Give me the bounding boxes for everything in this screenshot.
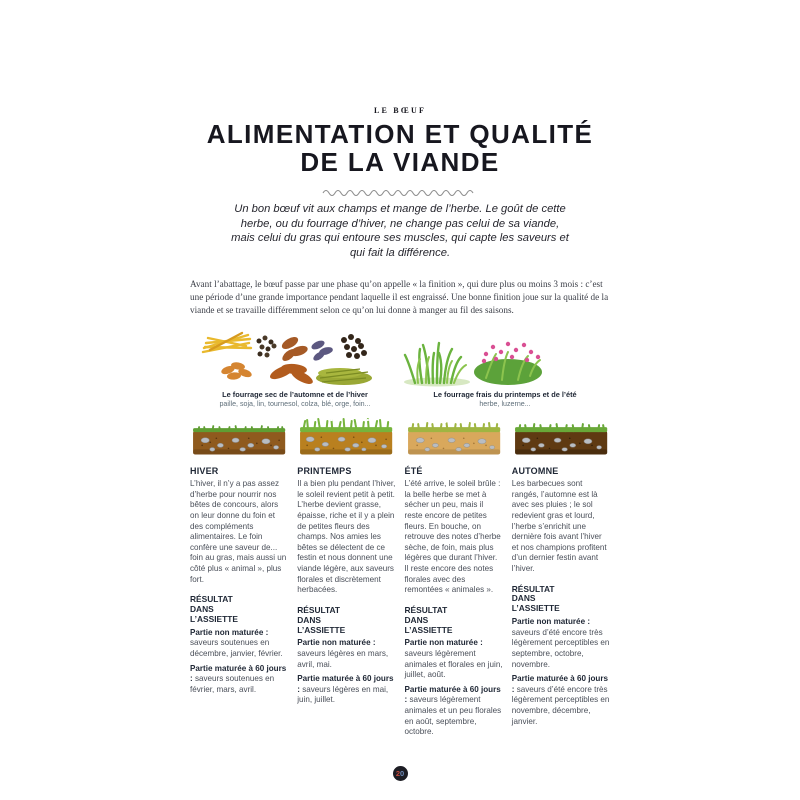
result-entry [405,638,503,680]
wavy-divider-icon [322,188,478,196]
colza-seeds-illustration [257,335,277,357]
result-heading-ete: RÉSULTAT DANS L’ASSIETTE [404,604,453,635]
result-heading-automne: RÉSULTAT DANS L’ASSIETTE [511,583,560,614]
season-column-automne [512,418,610,742]
result-text: saveurs légères en mai, juin, juillet. [297,684,389,705]
page-number-digit: 0 [400,768,405,778]
soil-illustration-automne [512,418,610,459]
result-text: saveurs légères en mars, avril, mai. [297,649,389,669]
dry-forage-illustration [203,333,372,387]
result-label: Partie non maturée : [404,638,483,648]
page-title-line1: ALIMENTATION ET QUALITÉ [206,119,594,149]
soil-illustration-printemps [297,418,395,459]
result-heading-hiver: RÉSULTAT DANS L’ASSIETTE [190,594,238,624]
page-footer [190,766,610,781]
result-label: Partie non maturée : [511,617,591,627]
intro-paragraph: Un bon bœuf vit aux champs et mange de l’herbe. Le goût de cette herbe, ou du fourrage d’hiver, ne change pas celui de sa viande, mais celui du gras qui entoure ses muscles, qui capte les saveurs et qui fait la différence. [231,202,569,260]
result-label: Partie maturée à 60 jours : [190,663,287,684]
result-text: saveurs soutenues en décembre, janvier, février. [190,638,283,658]
result-entry [297,674,395,706]
page-title-line2: DE LA VIANDE [300,146,500,177]
result-label: Partie non maturée : [297,638,376,648]
result-entry [297,638,395,670]
result-text: saveurs légèrement animales et florales en juin, juillet, août. [404,649,503,680]
season-title-hiver: HIVER [190,466,219,477]
result-text: saveurs d’été encore très légèrement perceptibles en septembre, octobre, novembre. [511,627,610,669]
result-heading-printemps: RÉSULTAT DANS L’ASSIETTE [297,604,346,635]
book-page [190,0,610,781]
season-columns [190,418,610,742]
season-title-automne: AUTOMNE [511,466,559,477]
result-entry [405,685,503,738]
forage-captions [190,390,610,410]
result-label: Partie maturée à 60 jours : [404,684,501,705]
soil-illustration-hiver [190,418,288,459]
hay-pile-illustration [316,368,372,385]
result-entry [190,628,288,660]
lead-paragraph: Avant l’abattage, le bœuf passe par une phase qu’on appelle « la finition », qui dure plus ou moins 3 mois : c’est une période d’une grande importance pendant laquelle il est engraissé. Une bonne finition joue sur la qualité de la viande et se travaille différemment selon ce qu’on lui donne à manger au fil des saisons. [190,279,609,315]
page-number-digit: 2 [395,768,400,778]
result-entry [190,664,288,696]
result-text: saveurs légèrement animales et un peu florales en août, septembre, octobre. [404,695,502,737]
season-body-printemps: Il a bien plu pendant l’hiver, le soleil revient petit à petit. L’herbe devient grasse, épaisse, riche et il y a plein de petites fleurs des champs. Nos amies les bêtes se délectent de ce festin et nous donnent une viande légère, aux saveurs florales et discrètement herbacées. [297,479,396,595]
caption-fresh-forage [400,390,610,410]
caption-dry-forage [190,390,400,410]
page-number-badge [393,766,408,781]
season-column-hiver [190,418,288,742]
forage-illustration [190,326,610,388]
pods-illustration [268,362,315,387]
lin-seeds-illustration [310,339,334,363]
grass-tuft-illustration [404,343,470,387]
result-label: Partie non maturée : [190,627,269,637]
fresh-forage-illustration [404,342,542,387]
caption-fresh-subtitle: herbe, luzerne... [479,400,531,409]
dark-berries-illustration [341,334,367,359]
page-title [190,121,610,177]
flowering-bush-illustration [474,342,542,385]
season-body-hiver: L’hiver, il n’y a pas assez d’herbe pour nourrir nos bêtes de concours, alors on leur donne du foin et des compléments alimentaires. Le foin confère une saveur de... foin au gras, mais aussi un côté plus « animal », plus fort. [190,479,287,584]
straw-illustration [203,333,251,352]
season-title-printemps: PRINTEMPS [297,466,352,477]
season-body-automne: Les barbecues sont rangés, l’automne est là avec ses pluies ; le sol redevient gras et lourd, l’herbe s’enrichit une dernière fois avant l’hiver et nos champions profitent d’un dernier festin avant l’hiver. [511,479,607,573]
result-text: saveurs d’été encore très légèrement perceptibles en novembre, décembre, janvier. [511,684,610,726]
result-label: Partie maturée à 60 jours : [297,674,394,694]
orange-grains-illustration [220,361,253,380]
season-column-printemps [297,418,395,742]
caption-dry-subtitle: paille, soja, lin, tournesol, colza, blé, orge, foin... [219,400,371,409]
result-label: Partie maturée à 60 jours : [511,674,609,694]
season-body-ete: L’été arrive, le soleil brûle : la belle herbe se met à sécher un peu, mais il reste encore de petites fleurs. En bouche, on retrouve des notes d’herbe sèche, de foin, mais plus légères que durant l’hiver. Il reste encore des notes florales avec des remontées « animales ». [404,479,501,595]
season-column-ete [405,418,503,742]
caption-dry-title: Le fourrage sec de l’automne et de l’hiver [222,389,368,399]
result-entry [512,674,610,727]
result-entry [512,617,610,670]
soil-illustration-ete [405,418,503,459]
section-kicker: LE BŒUF [373,106,427,115]
white-flowers [310,419,385,425]
caption-fresh-title: Le fourrage frais du printemps et de l’été [433,389,577,399]
season-title-ete: ÉTÉ [404,466,423,477]
soja-seeds-illustration [280,334,309,363]
result-text: saveurs soutenues en février, mars, avril. [190,674,275,694]
